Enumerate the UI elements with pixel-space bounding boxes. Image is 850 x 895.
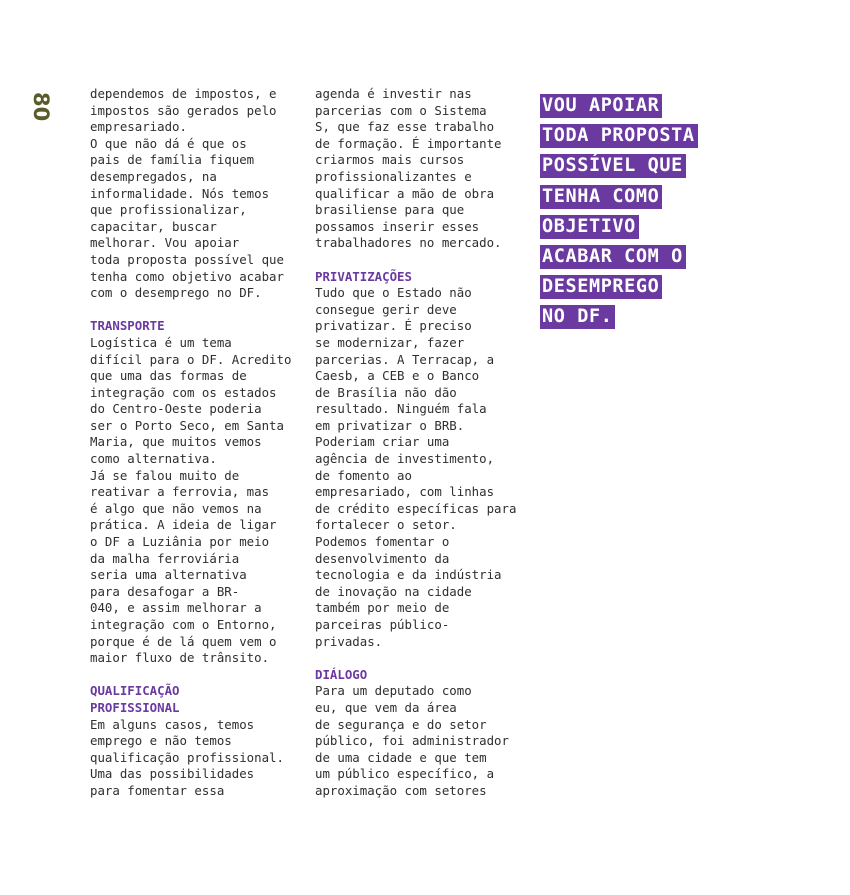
text-line: tenha como objetivo acabar [90, 268, 284, 284]
text-line: Logística é um tema [90, 334, 232, 350]
paragraph-gap [315, 650, 530, 667]
text-line: prática. A ideia de ligar [90, 517, 277, 533]
pull-quote-line [540, 151, 686, 181]
text-line: o DF a Luziânia por meio [90, 534, 270, 550]
text-line: emprego e não temos [90, 733, 232, 749]
pull-quote-line [540, 91, 662, 121]
text-line: pais de família fiquem [90, 152, 255, 168]
text-line: S, que faz esse trabalho [315, 119, 495, 135]
text-line: melhorar. Vou apoiar [90, 235, 240, 251]
text-line: trabalhadores no mercado. [315, 235, 502, 251]
text-line: que uma das formas de [90, 368, 247, 384]
text-line: Podemos fomentar o [315, 534, 450, 550]
text-line: seria uma alternativa [90, 567, 247, 583]
pull-quote-text: POSSÍVEL QUE [540, 154, 686, 178]
text-line: profissionalizantes e [315, 168, 472, 184]
text-line: maior fluxo de trânsito. [90, 650, 270, 666]
text-line: Poderiam criar uma [315, 434, 450, 450]
text-line: da malha ferroviária [90, 550, 240, 566]
paragraph-gap [90, 667, 305, 684]
text-line: para fomentar essa [90, 782, 225, 798]
text-line: do Centro-Oeste poderia [90, 401, 262, 417]
text-line: desempregados, na [90, 168, 217, 184]
text-line: capacitar, buscar [90, 218, 217, 234]
text-line: impostos são gerados pelo [90, 102, 277, 118]
text-line: parcerias com o Sistema [315, 102, 487, 118]
text-line: como alternativa. [90, 451, 217, 467]
text-line: Em alguns casos, temos [90, 716, 255, 732]
section-heading: PROFISSIONAL [90, 699, 180, 715]
section-heading: DIÁLOGO [315, 666, 368, 682]
pull-quote-text: NO DF. [540, 305, 615, 329]
text-line: resultado. Ninguém fala [315, 401, 487, 417]
text-line: qualificar a mão de obra [315, 185, 495, 201]
text-line: público, foi administrador [315, 733, 509, 749]
text-line: Já se falou muito de [90, 467, 240, 483]
text-line: possamos inserir esses [315, 218, 480, 234]
pull-quote-text: TENHA COMO [540, 185, 662, 209]
text-line: informalidade. Nós temos [90, 185, 270, 201]
text-line: empresariado, com linhas [315, 484, 495, 500]
text-line: criarmos mais cursos [315, 152, 465, 168]
text-line: desenvolvimento da [315, 550, 450, 566]
text-line: porque é de lá quem vem o [90, 633, 277, 649]
text-line: Maria, que muitos vemos [90, 434, 262, 450]
pull-quote-line [540, 121, 698, 151]
pull-quote-line [540, 272, 662, 302]
pull-quote-line [540, 302, 615, 332]
text-line: de fomento ao [315, 467, 412, 483]
pull-quote-line [540, 182, 662, 212]
page-number: 80 [29, 92, 53, 122]
text-line: integração com os estados [90, 384, 277, 400]
text-line: ser o Porto Seco, em Santa [90, 417, 284, 433]
section-heading: QUALIFICAÇÃO [90, 683, 180, 699]
text-line: que profissionalizar, [90, 202, 247, 218]
text-line: parcerias. A Terracap, a [315, 351, 495, 367]
text-line: consegue gerir deve [315, 301, 457, 317]
pull-quote [540, 91, 780, 333]
text-line: parceiras público- [315, 617, 450, 632]
text-line: Tudo que o Estado não [315, 285, 472, 301]
text-line: de crédito específicas para [315, 500, 517, 516]
text-line: O que não dá é que os [90, 135, 247, 151]
pull-quote-text: DESEMPREGO [540, 275, 662, 299]
text-line: empresariado. [90, 119, 187, 135]
text-line: em privatizar o BRB. [315, 417, 465, 433]
text-line: integração com o Entorno, [90, 617, 277, 632]
text-line: aproximação com setores [315, 782, 487, 798]
text-line: de inovação na cidade [315, 583, 472, 599]
text-line: com o desemprego no DF. [90, 285, 262, 301]
pull-quote-line [540, 212, 639, 242]
text-line: privadas. [315, 633, 383, 649]
text-line: brasiliense para que [315, 202, 465, 218]
text-line: Uma das possibilidades [90, 766, 255, 782]
pull-quote-line [540, 242, 686, 272]
section-heading: TRANSPORTE [90, 318, 165, 334]
text-line: de Brasília não dão [315, 384, 457, 400]
pull-quote-text: ACABAR COM O [540, 245, 686, 269]
text-line: 040, e assim melhorar a [90, 600, 262, 616]
text-line: agência de investimento, [315, 451, 495, 467]
text-line: Caesb, a CEB e o Banco [315, 368, 480, 384]
text-column-1 [90, 86, 305, 800]
text-line: difícil para o DF. Acredito [90, 351, 292, 367]
text-line: reativar a ferrovia, mas [90, 484, 270, 500]
text-line: um público específico, a [315, 766, 495, 782]
text-line: Para um deputado como [315, 683, 472, 699]
text-line: de segurança e do setor [315, 716, 487, 732]
paragraph-gap [315, 252, 530, 269]
text-line: de formação. É importante [315, 135, 502, 151]
text-line: privatizar. É preciso [315, 318, 472, 334]
text-line: tecnologia e da indústria [315, 567, 502, 583]
text-line: toda proposta possível que [90, 251, 284, 267]
text-line: é algo que não vemos na [90, 500, 262, 516]
text-line: também por meio de [315, 600, 450, 616]
text-column-2 [315, 86, 530, 800]
text-line: qualificação profissional. [90, 749, 284, 765]
pull-quote-text: TODA PROPOSTA [540, 124, 698, 148]
paragraph-gap [90, 302, 305, 319]
text-line: eu, que vem da área [315, 699, 457, 715]
pull-quote-text: OBJETIVO [540, 215, 639, 239]
text-line: de uma cidade e que tem [315, 749, 487, 765]
text-line: agenda é investir nas [315, 86, 472, 101]
pull-quote-text: VOU APOIAR [540, 94, 662, 118]
section-heading: PRIVATIZAÇÕES [315, 268, 412, 284]
text-line: se modernizar, fazer [315, 334, 465, 350]
text-line: fortalecer o setor. [315, 517, 457, 533]
text-line: para desafogar a BR- [90, 583, 240, 599]
text-line: dependemos de impostos, e [90, 86, 277, 101]
